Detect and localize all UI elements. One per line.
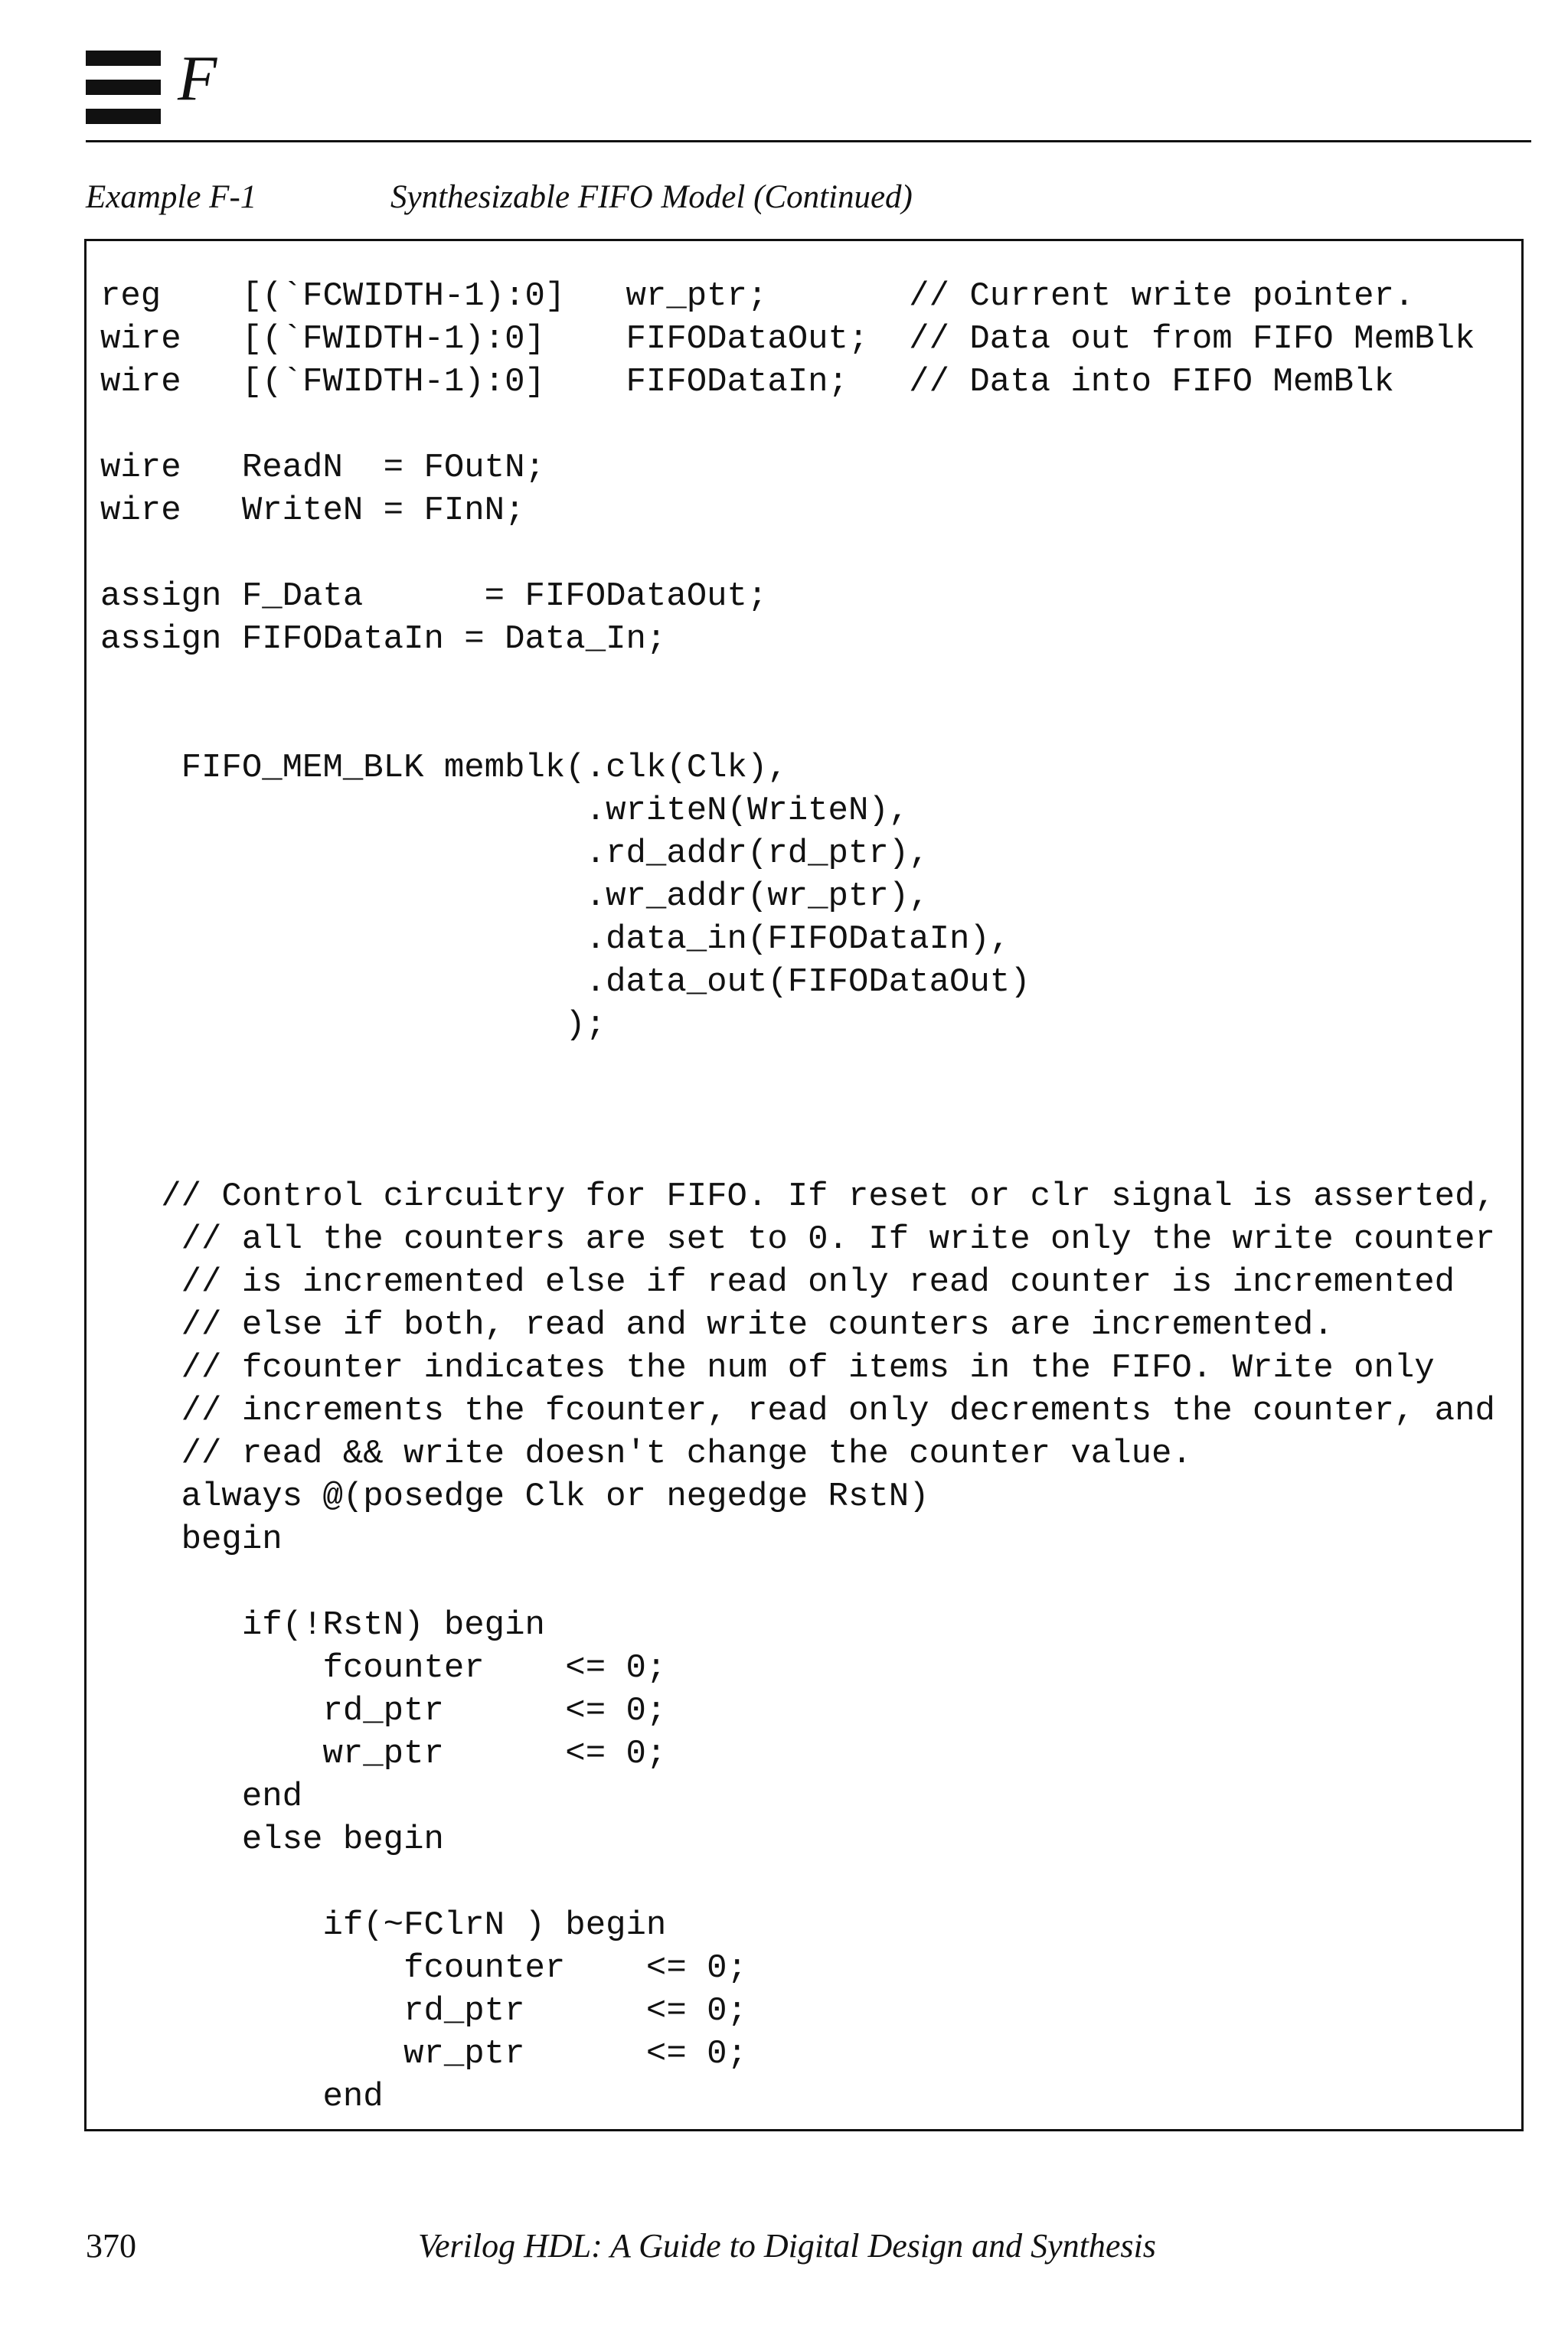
code-line: wire WriteN = FInN;	[100, 491, 525, 530]
book-title: Verilog HDL: A Guide to Digital Design and Synthesis	[418, 2227, 1156, 2265]
code-line: rd_ptr <= 0;	[100, 1992, 747, 2030]
code-line: wire [(`FWIDTH-1):0] FIFODataIn; // Data into FIFO MemBlk	[100, 363, 1394, 401]
code-line: end	[100, 2078, 384, 2116]
code-line: if(~FClrN ) begin	[100, 1906, 667, 1945]
code-line: FIFO_MEM_BLK memblk(.clk(Clk),	[100, 749, 788, 787]
code-line	[100, 1561, 1495, 1604]
code-line: // read && write doesn't change the counter value.	[100, 1435, 1192, 1473]
example-label: Example F-1	[86, 179, 257, 215]
code-line: fcounter <= 0;	[100, 1649, 667, 1687]
code-line: wire ReadN = FOutN;	[100, 449, 545, 487]
code-line: assign FIFODataIn = Data_In;	[100, 620, 667, 658]
code-line: // Control circuitry for FIFO. If reset or clr signal is asserted,	[100, 1177, 1495, 1216]
header-rule	[86, 140, 1531, 142]
code-line: // is incremented else if read only read counter is incremented	[100, 1263, 1455, 1301]
code-line: fcounter <= 0;	[100, 1949, 747, 1987]
page-number: 370	[86, 2227, 136, 2265]
code-line: wr_ptr <= 0;	[100, 1735, 667, 1773]
code-line: always @(posedge Clk or negedge RstN)	[100, 1478, 929, 1516]
code-line: assign F_Data = FIFODataOut;	[100, 577, 768, 616]
code-line: rd_ptr <= 0;	[100, 1692, 667, 1730]
code-listing-box	[84, 239, 1524, 2131]
appendix-bars-icon	[86, 51, 161, 124]
code-line: wire [(`FWIDTH-1):0] FIFODataOut; // Data out from FIFO MemBlk	[100, 320, 1475, 358]
code-line	[100, 1089, 1495, 1132]
code-line: .rd_addr(rd_ptr),	[100, 834, 929, 873]
code-line	[100, 532, 1495, 575]
code-line	[100, 1132, 1495, 1175]
code-line	[100, 661, 1495, 704]
code-line	[100, 403, 1495, 446]
code-line: begin	[100, 1520, 283, 1559]
code-listing	[100, 275, 1495, 2118]
code-line: .data_out(FIFODataOut)	[100, 963, 1031, 1001]
code-line: );	[100, 1006, 606, 1044]
code-line: // else if both, read and write counters are incremented.	[100, 1306, 1334, 1344]
code-line: else begin	[100, 1821, 444, 1859]
code-line: // all the counters are set to 0. If write only the write counter	[100, 1220, 1495, 1259]
code-line: // fcounter indicates the num of items in the FIFO. Write only	[100, 1349, 1435, 1387]
code-line	[100, 1047, 1495, 1089]
code-line: if(!RstN) begin	[100, 1606, 545, 1644]
example-title: Synthesizable FIFO Model (Continued)	[390, 179, 913, 215]
appendix-marker	[86, 44, 239, 129]
code-line	[100, 1861, 1495, 1904]
code-line: .wr_addr(wr_ptr),	[100, 877, 929, 916]
code-line: .writeN(WriteN),	[100, 792, 910, 830]
code-line: .data_in(FIFODataIn),	[100, 920, 1011, 958]
code-line: reg [(`FCWIDTH-1):0] wr_ptr; // Current write pointer.	[100, 277, 1415, 315]
code-line: wr_ptr <= 0;	[100, 2035, 747, 2073]
appendix-letter: F	[178, 43, 217, 114]
code-line	[100, 704, 1495, 746]
code-line: // increments the fcounter, read only decrements the counter, and	[100, 1392, 1495, 1430]
code-line: end	[100, 1778, 303, 1816]
